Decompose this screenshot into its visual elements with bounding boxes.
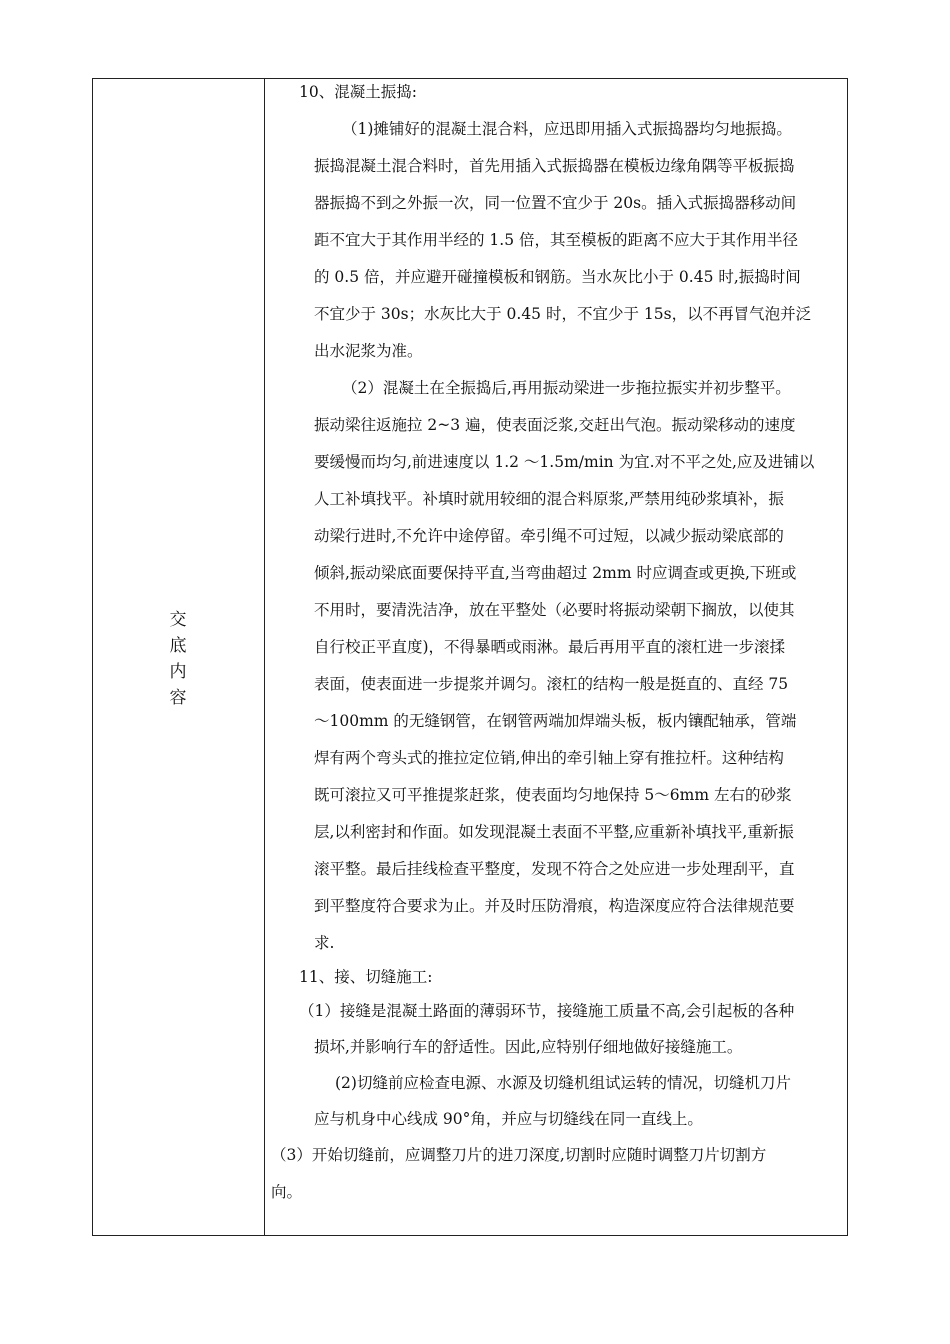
- row-label-char: 内: [169, 662, 187, 682]
- paragraph-line: 不用时，要清洗洁净，放在平整处（必要时将振动梁朝下搁放，以使其: [314, 601, 795, 619]
- paragraph-line: 向。: [271, 1183, 303, 1201]
- paragraph-line: (2)切缝前应检查电源、水源及切缝机组试运转的情况，切缝机刀片: [335, 1074, 791, 1092]
- paragraph-line: 的 0.5 倍，并应避开碰撞模板和钢筋。当水灰比小于 0.45 时,振捣时间: [314, 268, 801, 286]
- paragraph-line: 求.: [314, 934, 335, 952]
- paragraph-line: 焊有两个弯头式的推拉定位销,伸出的牵引轴上穿有推拉杆。这种结构: [314, 749, 784, 767]
- paragraph-line: （1）接缝是混凝土路面的薄弱环节，接缝施工质量不高,会引起板的各种: [299, 1002, 795, 1020]
- paragraph-line: （3）开始切缝前，应调整刀片的进刀深度,切割时应随时调整刀片切割方: [271, 1146, 767, 1164]
- row-label-char: 底: [169, 636, 187, 656]
- paragraph-line: 出水泥浆为准。: [314, 342, 423, 360]
- section-heading: 10、混凝土振捣:: [299, 83, 417, 101]
- paragraph-line: 损坏,并影响行车的舒适性。因此,应特别仔细地做好接缝施工。: [314, 1038, 743, 1056]
- paragraph-line: 层,以利密封和作面。如发现混凝土表面不平整,应重新补填找平,重新振: [314, 823, 794, 841]
- paragraph-line: 自行校正平直度)，不得暴晒或雨淋。最后再用平直的滚杠进一步滚揉: [314, 638, 786, 656]
- paragraph-line: 振动梁往返施拉 2~3 遍，使表面泛浆,交赶出气泡。振动梁移动的速度: [314, 416, 796, 434]
- paragraph-line: 表面，使表面进一步提浆并调匀。滚杠的结构一般是挺直的、直经 75: [314, 675, 789, 693]
- row-label-char: 容: [169, 688, 187, 708]
- paragraph-line: （1)摊铺好的混凝土混合料，应迅即用插入式振捣器均匀地振捣。: [342, 120, 792, 138]
- paragraph-line: 既可滚拉又可平推提浆赶浆，使表面均匀地保持 5～6mm 左右的砂浆: [314, 786, 792, 804]
- paragraph-line: （2）混凝土在全振捣后,再用振动梁进一步拖拉振实并初步整平。: [342, 379, 791, 397]
- paragraph-line: 不宜少于 30s；水灰比大于 0.45 时，不宜少于 15s，以不再冒气泡并泛: [314, 305, 812, 323]
- paragraph-line: 要缓慢而均匀,前进速度以 1.2 ～1.5m/min 为宜.对不平之处,应及进铺以: [314, 453, 815, 471]
- section-heading: 11、接、切缝施工:: [299, 968, 433, 986]
- disclosure-table: [92, 78, 848, 1236]
- paragraph-line: ～100mm 的无缝钢管，在钢管两端加焊端头板，板内镶配轴承，管端: [314, 712, 797, 730]
- paragraph-line: 人工补填找平。补填时就用较细的混合料原浆,严禁用纯砂浆填补，振: [314, 490, 784, 508]
- paragraph-line: 振捣混凝土混合料时，首先用插入式振捣器在模板边缘角隅等平板振捣: [314, 157, 795, 175]
- paragraph-line: 距不宜大于其作用半经的 1.5 倍，其至模板的距离不应大于其作用半径: [314, 231, 799, 249]
- column-divider: [264, 78, 265, 1236]
- paragraph-line: 器振捣不到之外振一次，同一位置不宜少于 20s。插入式振捣器移动间: [314, 194, 797, 212]
- paragraph-line: 到平整度符合要求为止。并及时压防滑痕，构造深度应符合法律规范要: [314, 897, 795, 915]
- paragraph-line: 应与机身中心线成 90°角，并应与切缝线在同一直线上。: [314, 1110, 703, 1128]
- paragraph-line: 动梁行进时,不允许中途停留。牵引绳不可过短，以减少振动梁底部的: [314, 527, 784, 545]
- paragraph-line: 滚平整。最后挂线检查平整度，发现不符合之处应进一步处理刮平，直: [314, 860, 795, 878]
- row-label: [160, 607, 196, 711]
- paragraph-line: 倾斜,振动梁底面要保持平直,当弯曲超过 2mm 时应调查或更换,下班或: [314, 564, 797, 582]
- row-label-char: 交: [169, 610, 187, 630]
